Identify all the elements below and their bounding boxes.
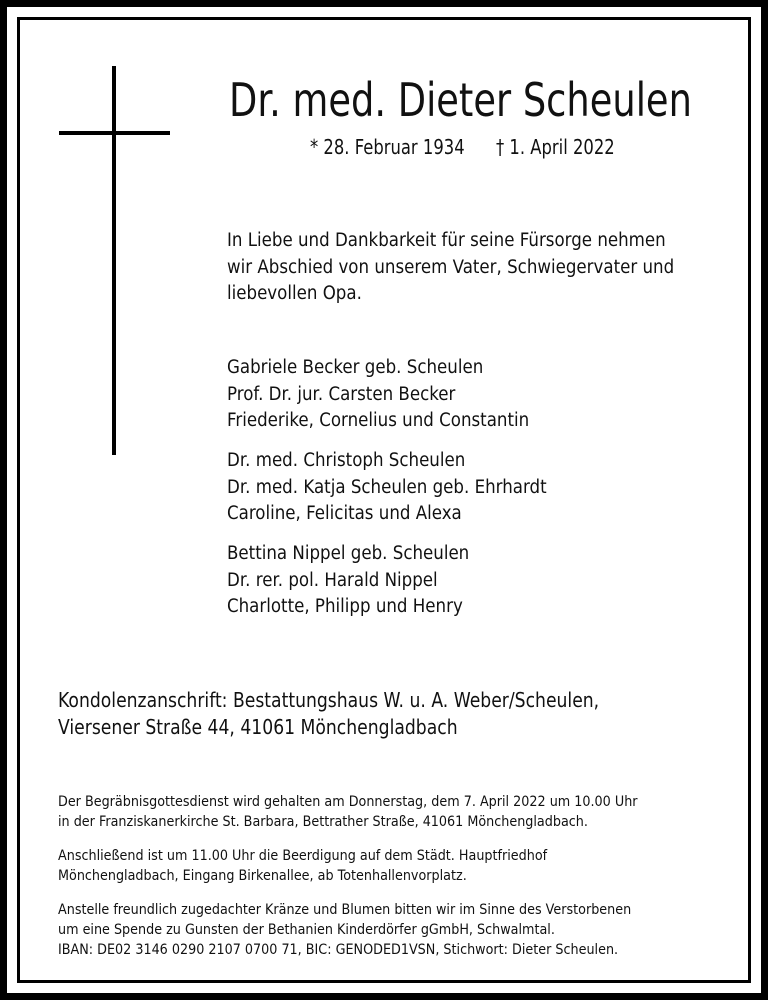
family-member: Charlotte, Philipp und Henry — [227, 596, 463, 618]
family-member: Caroline, Felicitas und Alexa — [227, 503, 462, 525]
service-line: in der Franziskanerkirche St. Barbara, Bettrather Straße, 41061 Mönchengladbach. — [58, 814, 588, 830]
family-member: Dr. med. Katja Scheulen geb. Ehrhardt — [227, 476, 547, 498]
intro-line: wir Abschied von unserem Vater, Schwiegervater und — [227, 256, 675, 278]
intro-line: In Liebe und Dankbarkeit für seine Fürsorge nehmen — [227, 230, 666, 251]
deceased-name: Dr. med. Dieter Scheulen — [229, 73, 692, 127]
donation-line: Anstelle freundlich zugedachter Kränze und Blumen bitten wir im Sinne des Verstorbenen — [58, 902, 632, 918]
condolence-line: Kondolenzanschrift: Bestattungshaus W. u. A. Weber/Scheulen, — [58, 688, 600, 712]
burial-line: Anschließend ist um 11.00 Uhr die Beerdigung auf dem Städt. Hauptfriedhof — [58, 848, 548, 864]
family-member: Friederike, Cornelius und Constantin — [227, 410, 530, 432]
family-member: Prof. Dr. jur. Carsten Becker — [227, 383, 456, 405]
family-group-nippel — [227, 541, 496, 621]
family-member: Dr. rer. pol. Harald Nippel — [227, 569, 438, 591]
service-info — [58, 792, 717, 832]
burial-info — [58, 846, 614, 886]
donation-line: um eine Spende zu Gunsten der Bethanien Kinderdörfer gGmbH, Schwalmtal. — [58, 922, 555, 938]
birth-date: * 28. Februar 1934 — [310, 135, 465, 159]
intro-line: liebevollen Opa. — [227, 283, 362, 305]
donation-info — [58, 900, 709, 960]
condolence-address — [58, 687, 687, 741]
family-member: Dr. med. Christoph Scheulen — [227, 450, 466, 471]
donation-line: IBAN: DE02 3146 0290 2107 0700 71, BIC: GENODED1VSN, Stichwort: Dieter Scheulen. — [58, 942, 619, 958]
cross-horizontal-bar — [59, 131, 170, 135]
burial-line: Mönchengladbach, Eingang Birkenallee, ab Totenhallenvorplatz. — [58, 868, 467, 884]
death-date: † 1. April 2022 — [496, 135, 615, 159]
family-member: Bettina Nippel geb. Scheulen — [227, 543, 470, 564]
family-group-becker — [227, 355, 563, 435]
cross-vertical-bar — [112, 66, 116, 455]
family-group-scheulen — [227, 448, 582, 528]
service-line: Der Begräbnisgottesdienst wird gehalten am Donnerstag, dem 7. April 2022 um 10.00 Uhr — [58, 794, 638, 810]
condolence-line: Viersener Straße 44, 41061 Mönchengladbach — [58, 715, 458, 739]
family-member: Gabriele Becker geb. Scheulen — [227, 357, 484, 378]
intro-text — [227, 228, 724, 308]
